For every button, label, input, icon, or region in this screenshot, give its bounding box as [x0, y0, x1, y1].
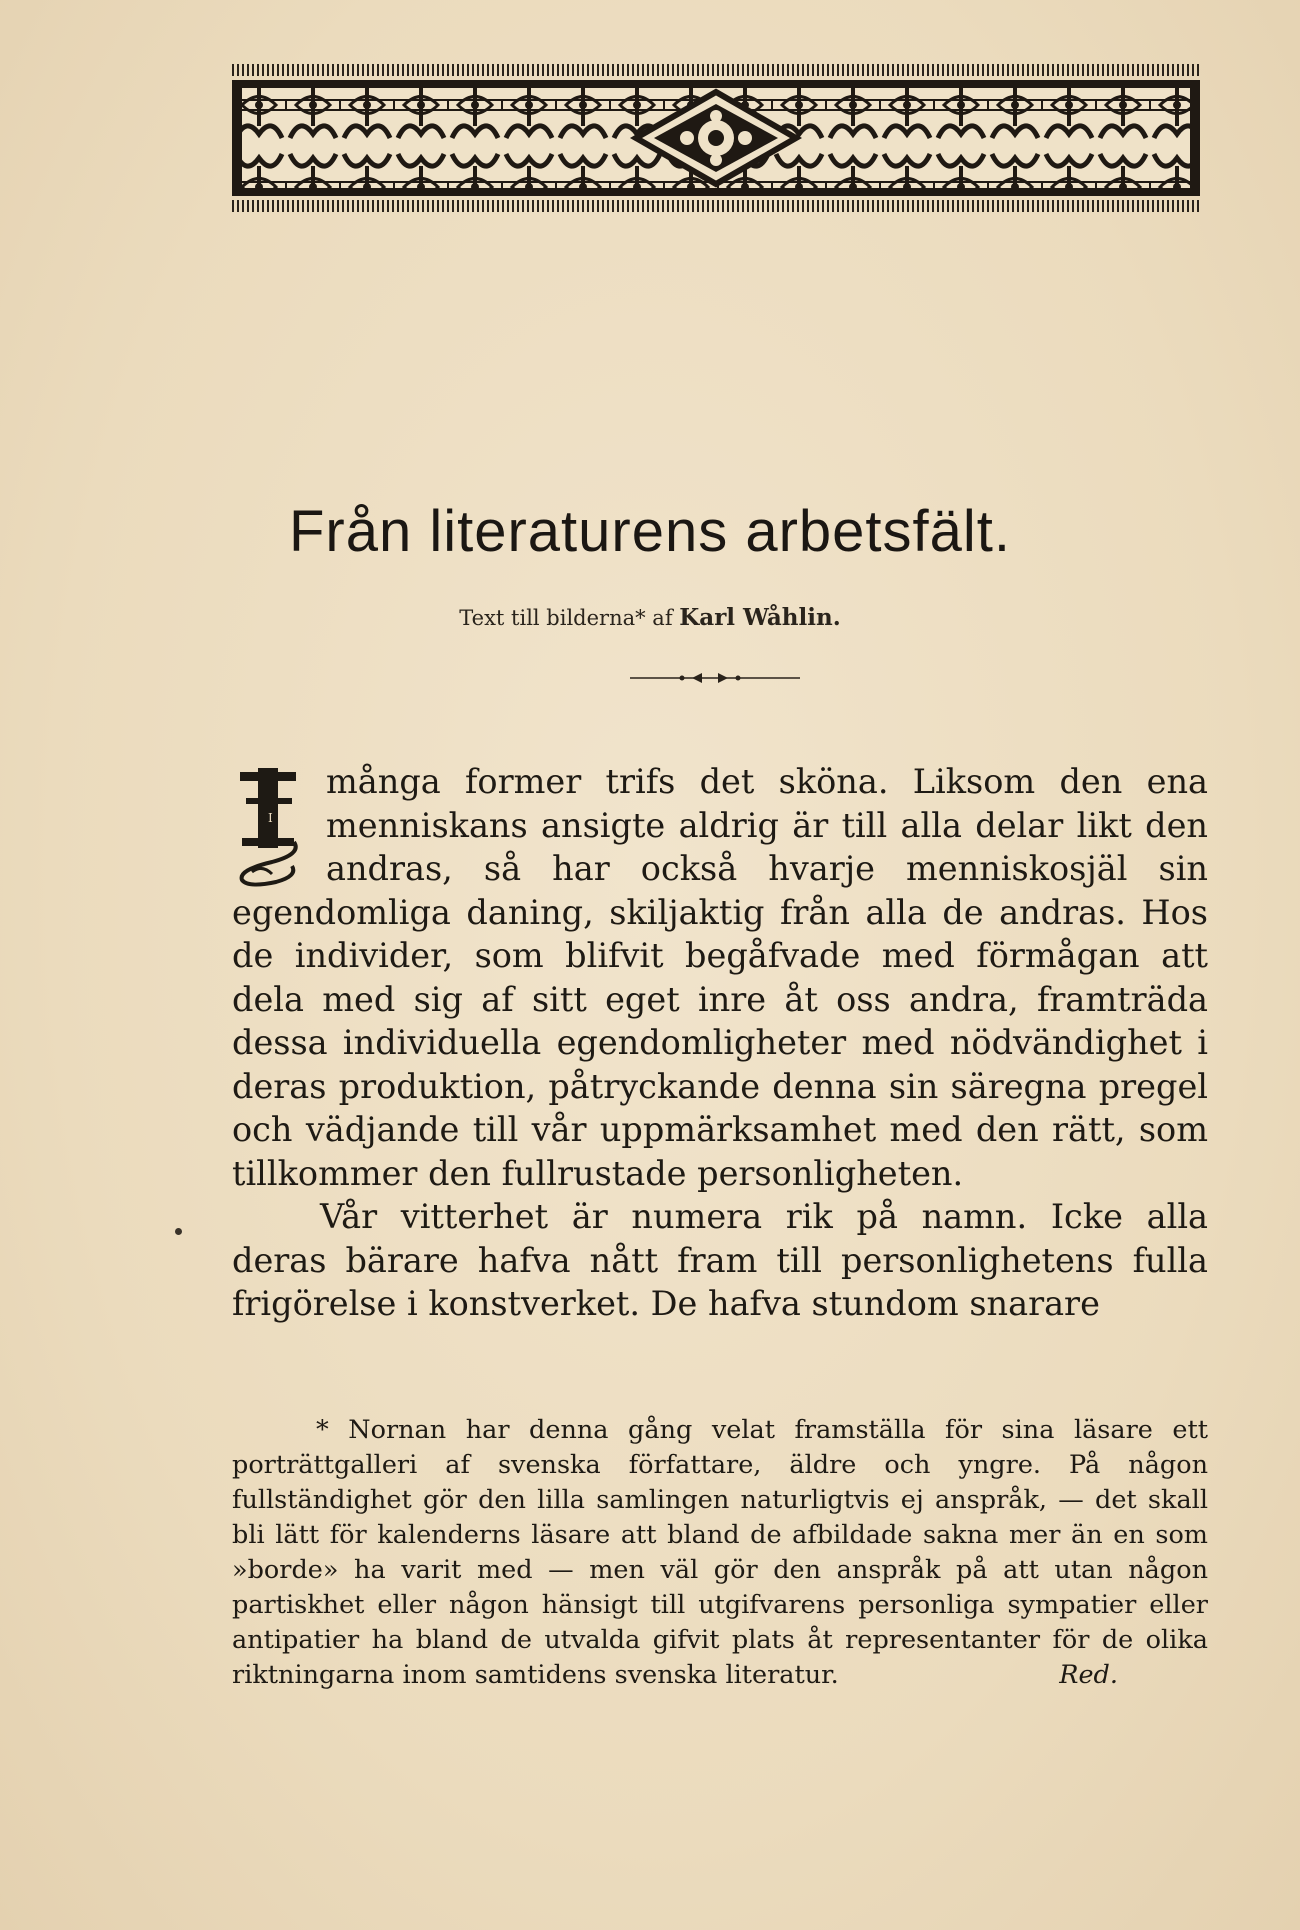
footnote-text: [232, 1413, 1208, 1693]
paragraph-1: [232, 760, 1208, 1195]
paragraph-2: Vår vitterhet är numera rik på namn. Icke alla deras bärare hafva nått fram till personlighetens fulla frigörelse i konstverket. De hafva stundom snarare: [232, 1197, 1208, 1323]
editor-signature: Red.: [1059, 1660, 1118, 1690]
paragraph-1-text: många former trifs det sköna. Liksom den ena menniskans ansigte aldrig är till alla delar likt den andras, så har också hvarje menniskosjäl sin egendomliga daning, skiljaktig från alla de andras. Hos de individer, som blifvit begåfvade med förmågan att dela med sig af sitt eget inre åt oss andra, framträda dessa individuella egendomligheter med nödvändighet i deras produktion, påtryckande denna sin säregna pregel och vädjande till vår uppmärksamhet med den rätt, som tillkommer den fullrustade personligheten.: [232, 762, 1208, 1193]
author-name: Karl Wåhlin.: [679, 604, 841, 631]
page-title: Från literaturens arbetsfält.: [288, 499, 1012, 564]
margin-speck: [175, 1228, 182, 1235]
drop-cap-letter: [232, 762, 320, 888]
subtitle: [0, 604, 1300, 631]
article-body: [232, 760, 1208, 1326]
subtitle-prefix: Text till bilderna* af: [459, 606, 673, 630]
ornamental-header-banner: [232, 64, 1200, 212]
ornamental-divider: [630, 668, 800, 688]
footnote-body: * Nornan har denna gång velat framställa för sina läsare ett porträttgalleri af svenska författare, äldre och yngre. På någon fullständighet gör den lilla samlingen naturligtvis ej anspråk, — det skall bli lätt för kalenderns läsare att bland de afbildade sakna mer än en som »borde» ha varit med — men väl gör den anspråk på att utan någon partiskhet eller någon hänsigt till utgifvarens personliga sympatier eller antipatier ha bland de utvalda gifvit plats åt representanter för de olika riktningarna inom samtidens svenska literatur.: [232, 1415, 1208, 1690]
drop-cap-letter-text: I: [268, 811, 273, 825]
footnote: [232, 1413, 1208, 1693]
